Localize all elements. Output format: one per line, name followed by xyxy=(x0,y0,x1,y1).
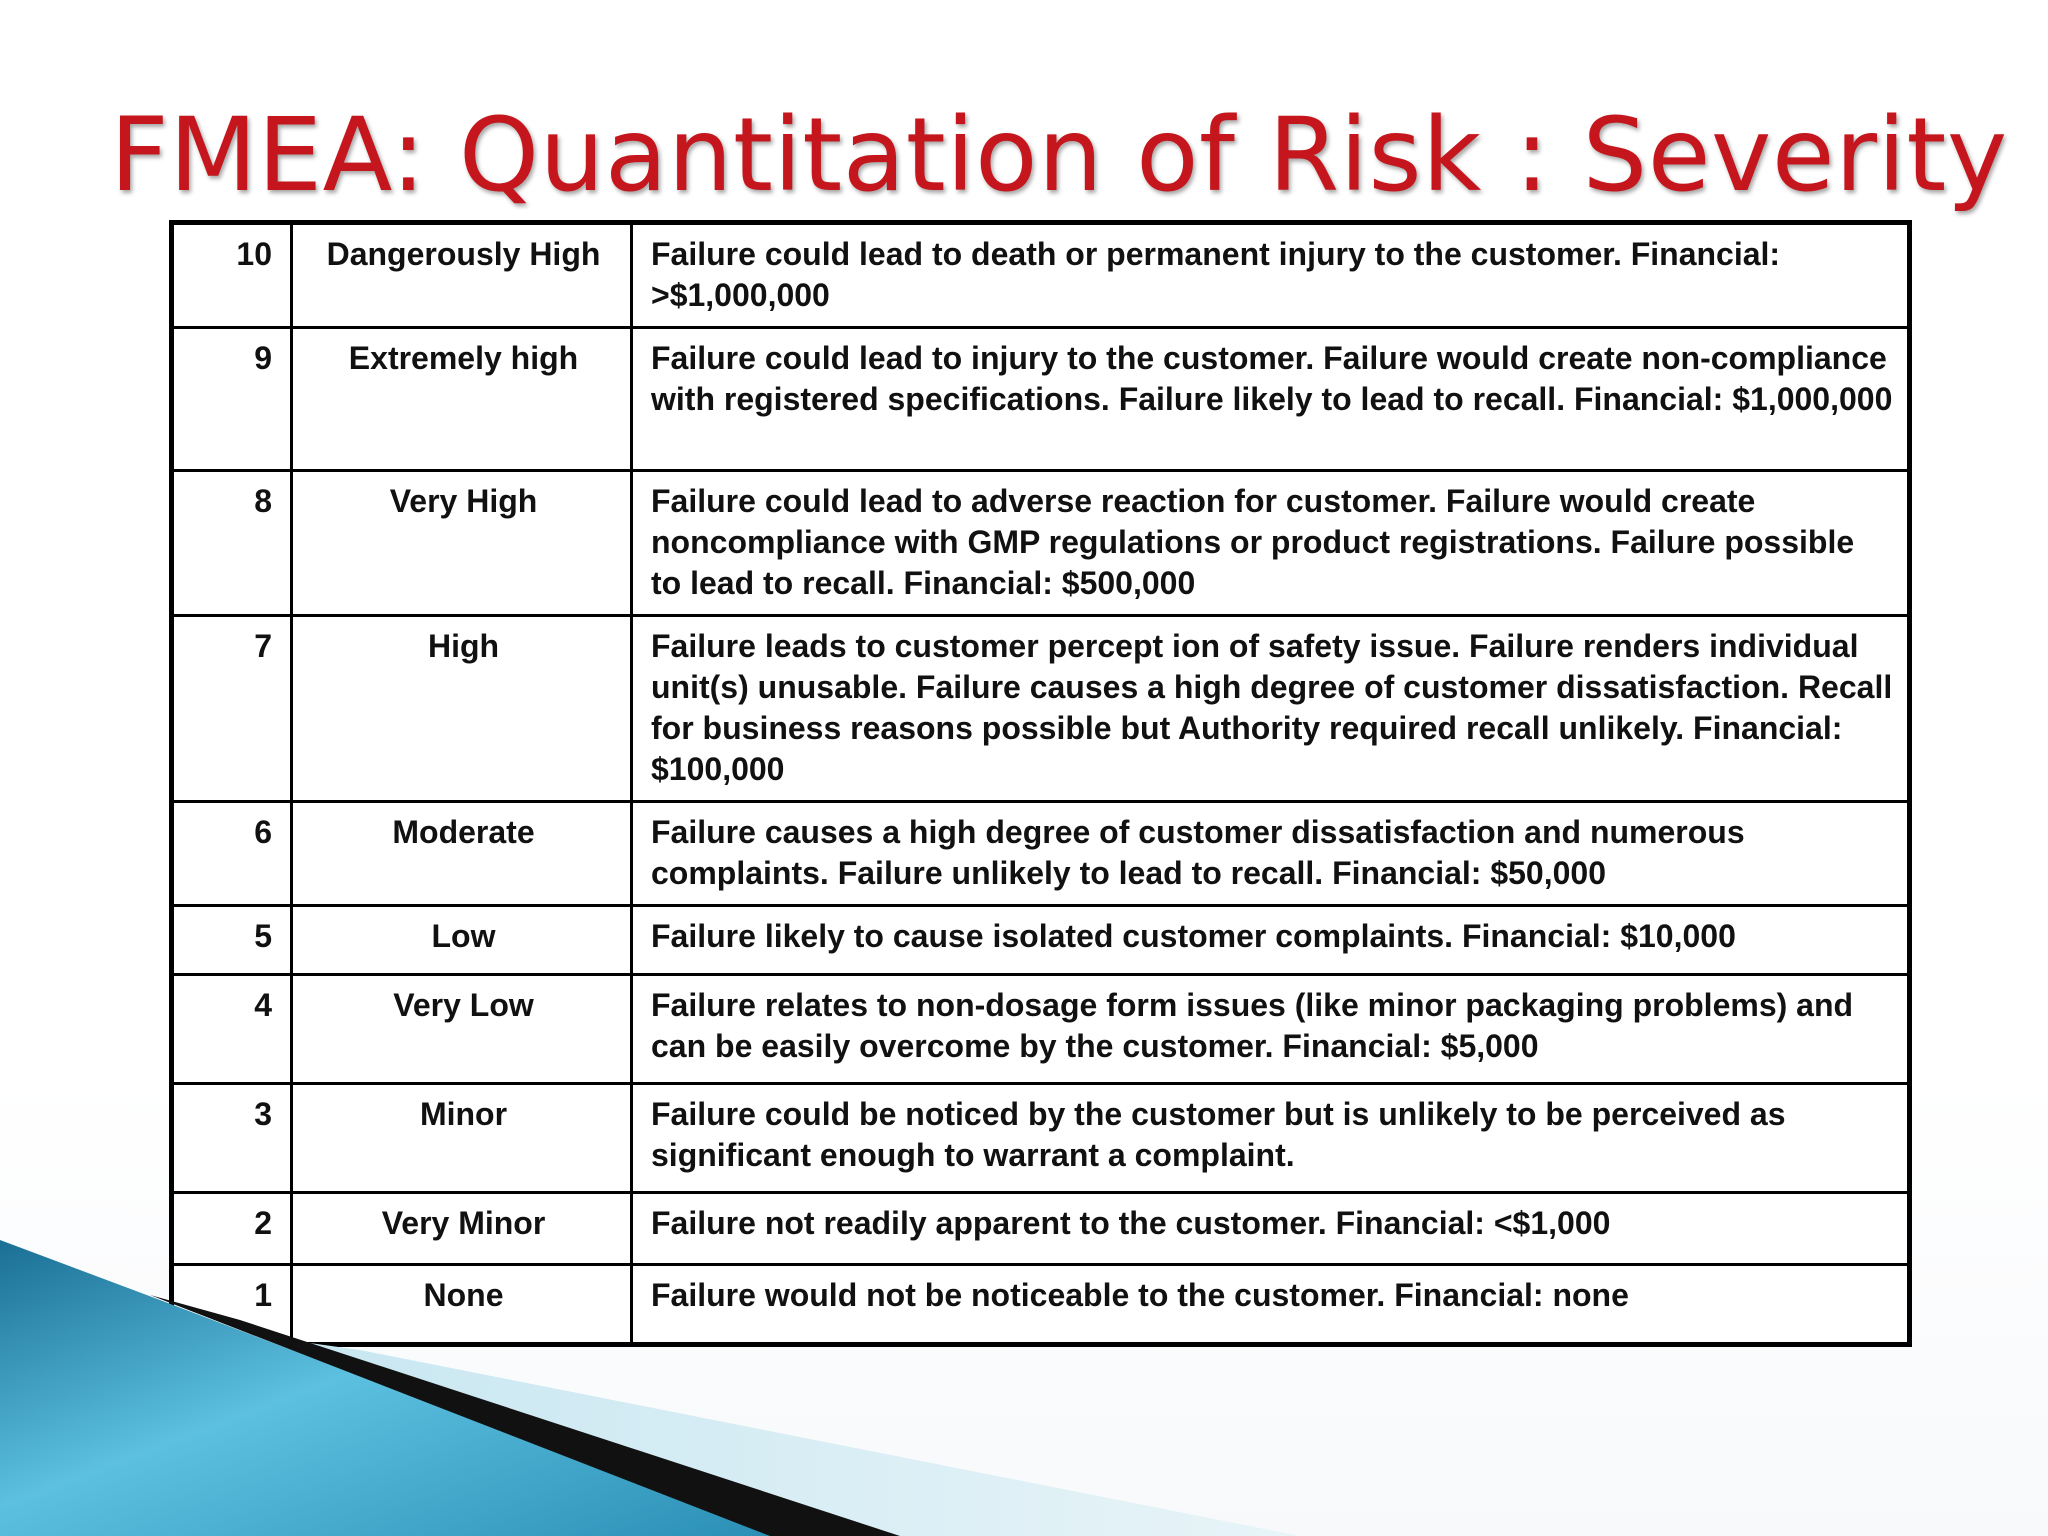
severity-rating: Low xyxy=(292,906,632,975)
table-row xyxy=(172,906,1910,975)
severity-rating: Moderate xyxy=(292,802,632,906)
severity-rating: Minor xyxy=(292,1084,632,1193)
severity-rating: Very Minor xyxy=(292,1193,632,1265)
severity-description: Failure could lead to injury to the customer. Failure would create non-compliance with registered specifications. Failure likely to lead to recall. Financial: $1,000,000 xyxy=(632,328,1910,471)
table-row xyxy=(172,223,1910,328)
severity-description: Failure could be noticed by the customer but is unlikely to be perceived as significant enough to warrant a complaint. xyxy=(632,1084,1910,1193)
severity-score: 4 xyxy=(172,975,292,1084)
decorative-swoosh xyxy=(0,1240,1300,1536)
severity-rating: High xyxy=(292,616,632,802)
severity-description: Failure could lead to adverse reaction for customer. Failure would create noncompliance with GMP regulations or product registrations. Failure possible to lead to recall. Financial: $500,000 xyxy=(632,471,1910,616)
severity-score: 8 xyxy=(172,471,292,616)
severity-table xyxy=(169,220,1912,1347)
table-row xyxy=(172,802,1910,906)
severity-score: 7 xyxy=(172,616,292,802)
severity-description: Failure relates to non-dosage form issues (like minor packaging problems) and can be easily overcome by the customer. Financial: $5,000 xyxy=(632,975,1910,1084)
table-row xyxy=(172,471,1910,616)
severity-score: 5 xyxy=(172,906,292,975)
severity-rating: Very High xyxy=(292,471,632,616)
severity-score: 6 xyxy=(172,802,292,906)
severity-description: Failure causes a high degree of customer dissatisfaction and numerous complaints. Failure unlikely to lead to recall. Financial: $50,000 xyxy=(632,802,1910,906)
table-row xyxy=(172,975,1910,1084)
severity-description: Failure likely to cause isolated customer complaints. Financial: $10,000 xyxy=(632,906,1910,975)
severity-rating: None xyxy=(292,1265,632,1345)
severity-rating: Dangerously High xyxy=(292,223,632,328)
severity-rating: Very Low xyxy=(292,975,632,1084)
severity-score: 10 xyxy=(172,223,292,328)
severity-score: 1 xyxy=(172,1265,292,1345)
severity-score: 3 xyxy=(172,1084,292,1193)
table-row xyxy=(172,616,1910,802)
severity-description: Failure not readily apparent to the customer. Financial: <$1,000 xyxy=(632,1193,1910,1265)
severity-score: 2 xyxy=(172,1193,292,1265)
severity-description: Failure leads to customer percept ion of safety issue. Failure renders individual unit(s) unusable. Failure causes a high degree of customer dissatisfaction. Recall for business reasons possible but Authority required recall unlikely. Financial: $100,000 xyxy=(632,616,1910,802)
table-row xyxy=(172,328,1910,471)
severity-description: Failure could lead to death or permanent injury to the customer. Financial: >$1,000,000 xyxy=(632,223,1910,328)
severity-description: Failure would not be noticeable to the customer. Financial: none xyxy=(632,1265,1910,1345)
slide-title: FMEA: Quantitation of Risk : Severity xyxy=(110,96,2008,215)
severity-rating: Extremely high xyxy=(292,328,632,471)
severity-score: 9 xyxy=(172,328,292,471)
table-row xyxy=(172,1084,1910,1193)
